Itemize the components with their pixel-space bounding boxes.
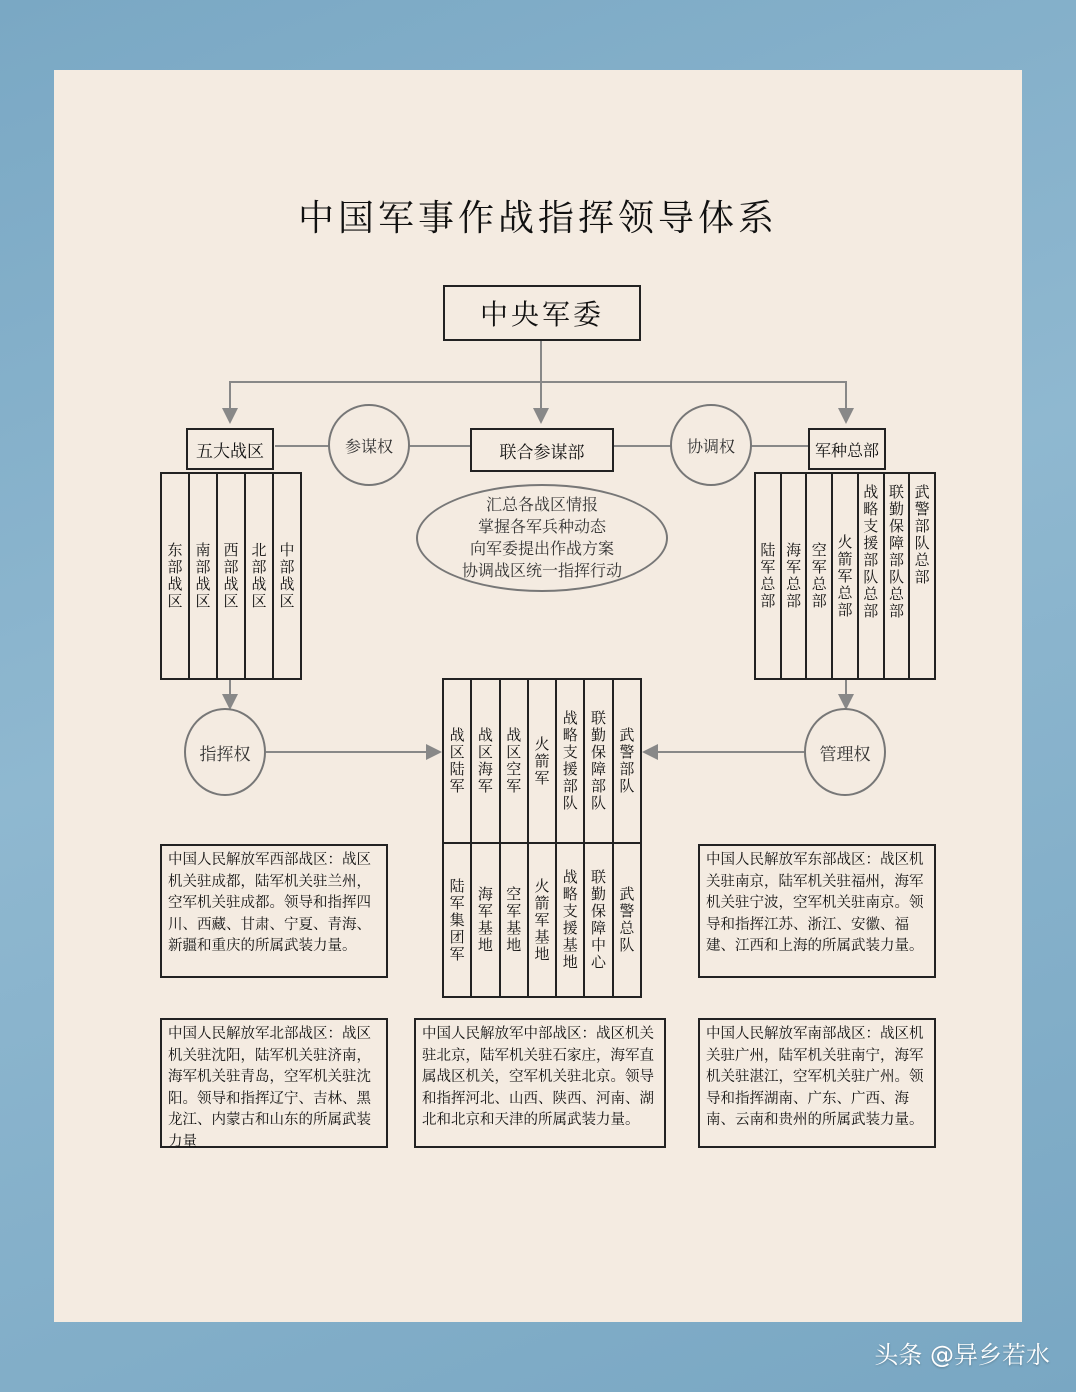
- force-label: 火箭军: [532, 735, 551, 787]
- branch-col: [807, 474, 833, 678]
- force-col: [501, 680, 529, 842]
- theater-label: 中部战区: [277, 542, 296, 610]
- base-label: 陆军集团军: [447, 877, 466, 963]
- desc-southern-theater: 中国人民解放军南部战区：战区机关驻广州，陆军机关驻南宁，海军机关驻湛江，空军机关驻广州。领导和指挥湖南、广东、广西、海南、云南和贵州的所属武装力量。: [698, 1018, 936, 1148]
- page-title: 中国军事作战指挥领导体系: [297, 198, 778, 239]
- branch-col: [910, 474, 934, 678]
- base-col: [472, 844, 500, 996]
- theater-col: [162, 474, 190, 678]
- duty-line: 向军委提出作战方案: [469, 539, 614, 558]
- joint-staff-box: 联合参谋部: [470, 428, 614, 472]
- base-col: [444, 844, 472, 996]
- force-col: [444, 680, 472, 842]
- branches-table: [754, 472, 936, 680]
- management-authority-oval: 管理权: [804, 708, 886, 796]
- theater-label: 北部战区: [249, 542, 268, 610]
- branch-label: 火箭军总部: [835, 533, 854, 619]
- watermark: 头条 @异乡若水: [874, 1341, 1050, 1369]
- force-label: 战区海军: [475, 727, 494, 795]
- force-col: [472, 680, 500, 842]
- base-col: [614, 844, 640, 996]
- forces-top-row: [442, 678, 642, 844]
- branch-label: 空军总部: [809, 542, 828, 610]
- branch-col: [885, 474, 911, 678]
- forces-table: [442, 678, 642, 998]
- theaters-table: [160, 472, 302, 680]
- base-label: 火箭军基地: [532, 877, 551, 963]
- branch-col: [756, 474, 782, 678]
- base-label: 武警总队: [617, 886, 636, 954]
- base-label: 战略支援基地: [560, 869, 579, 971]
- base-col: [585, 844, 613, 996]
- duty-line: 汇总各战区情报: [485, 495, 598, 514]
- duty-line: 掌握各军兵种动态: [477, 517, 606, 536]
- theater-col: [274, 474, 300, 678]
- command-authority-oval: 指挥权: [184, 708, 266, 796]
- branch-col: [833, 474, 859, 678]
- branch-col: [782, 474, 808, 678]
- desc-central-theater: 中国人民解放军中部战区：战区机关驻北京，陆军机关驻石家庄，海军直属战区机关，空军机关驻北京。领导和指挥河北、山西、陕西、河南、湖北和北京和天津的所属武装力量。: [414, 1018, 666, 1148]
- duty-line: 协调战区统一指挥行动: [461, 561, 622, 580]
- theater-col: [190, 474, 218, 678]
- base-label: 海军基地: [475, 886, 494, 954]
- theaters-header: 五大战区: [186, 428, 274, 470]
- base-col: [557, 844, 585, 996]
- branch-label: 陆军总部: [758, 542, 777, 610]
- desc-western-theater: 中国人民解放军西部战区：战区机关驻成都，陆军机关驻兰州，空军机关驻成都。领导和指挥四川、西藏、甘肃、宁夏、青海、新疆和重庆的所属武装力量。: [160, 844, 388, 978]
- force-label: 战区空军: [504, 727, 523, 795]
- force-label: 战区陆军: [447, 727, 466, 795]
- force-col: [585, 680, 613, 842]
- base-label: 联勤保障中心: [589, 869, 608, 971]
- branch-label: 武警部队总部: [912, 484, 931, 586]
- forces-bottom-row: [442, 842, 642, 998]
- staff-authority-oval: 参谋权: [328, 404, 410, 486]
- base-label: 空军基地: [504, 886, 523, 954]
- cmc-box: 中央军委: [443, 285, 641, 341]
- branch-label: 海军总部: [784, 542, 803, 610]
- desc-eastern-theater: 中国人民解放军东部战区：战区机关驻南京，陆军机关驻福州，海军机关驻宁波，空军机关驻南京。领导和指挥江苏、浙江、安徽、福建、江西和上海的所属武装力量。: [698, 844, 936, 978]
- desc-northern-theater: 中国人民解放军北部战区：战区机关驻沈阳，陆军机关驻济南，海军机关驻青岛，空军机关驻沈阳。领导和指挥辽宁、吉林、黑龙江、内蒙古和山东的所属武装力量: [160, 1018, 388, 1148]
- theater-col: [218, 474, 246, 678]
- theater-label: 南部战区: [193, 542, 212, 610]
- branches-header: 军种总部: [808, 428, 886, 470]
- branch-label: 联勤保障部队总部: [886, 484, 905, 620]
- force-col: [557, 680, 585, 842]
- theater-label: 东部战区: [165, 542, 184, 610]
- base-col: [501, 844, 529, 996]
- coordination-authority-oval: 协调权: [670, 404, 752, 486]
- force-label: 战略支援部队: [560, 710, 579, 812]
- theater-col: [246, 474, 274, 678]
- force-label: 武警部队: [617, 727, 636, 795]
- force-col: [529, 680, 557, 842]
- joint-staff-duties-oval: [416, 484, 668, 592]
- theater-label: 西部战区: [221, 542, 240, 610]
- force-label: 联勤保障部队: [589, 710, 608, 812]
- base-col: [529, 844, 557, 996]
- branch-label: 战略支援部队总部: [861, 484, 880, 620]
- branch-col: [859, 474, 885, 678]
- force-col: [614, 680, 640, 842]
